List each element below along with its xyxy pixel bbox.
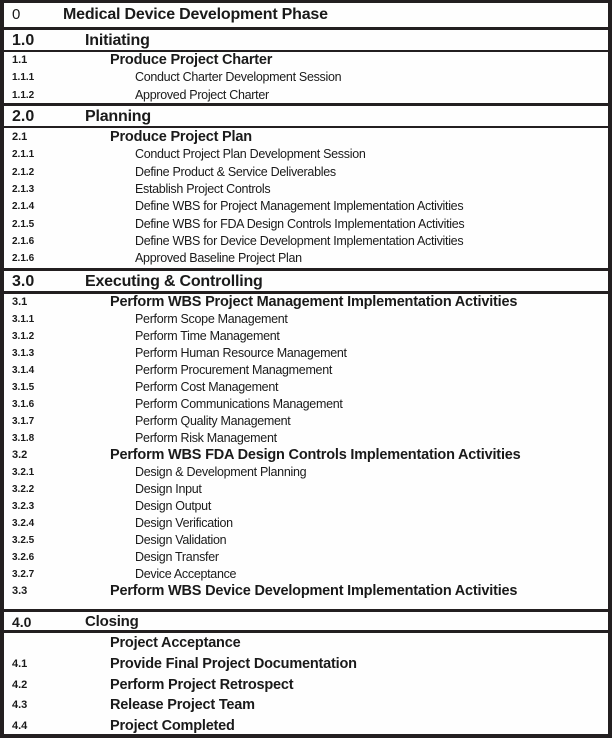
wbs-label: Perform Cost Management [135,380,279,394]
wbs-label: Define WBS for Project Management Implementation Activities [135,199,464,214]
wbs-label: Produce Project Charter [110,52,273,68]
wbs-number: 3.2.5 [12,535,35,546]
wbs-label: Perform WBS FDA Design Controls Implementation Activities [110,447,521,463]
wbs-subtask-row [4,532,608,549]
phase-number: 3.0 [12,273,35,290]
wbs-label: Define WBS for Device Development Implementation Activities [135,233,464,248]
phase-header-planning [4,106,608,126]
wbs-label: Project Acceptance [110,635,241,651]
phase-header-initiating [4,30,608,50]
phase-title: Closing [85,613,139,630]
wbs-label: Perform WBS Project Management Implementation Activities [110,294,518,310]
wbs-label: Perform Scope Management [135,312,288,326]
wbs-number: 3.1.7 [12,416,35,427]
wbs-number: 3.1.6 [12,399,35,410]
wbs-number: 3.1.2 [12,331,35,342]
wbs-label: Conduct Charter Development Session [135,70,342,85]
wbs-label: Design & Development Planning [135,465,307,479]
wbs-subtask-row [4,311,608,328]
wbs-number: 2.1.2 [12,166,35,178]
wbs-label: Design Output [135,499,212,513]
wbs-label: Design Input [135,482,202,496]
phase-title: Executing & Controlling [85,273,263,290]
phase-number: 4.0 [12,614,32,630]
wbs-number: 3.1.1 [12,314,35,325]
wbs-subtask-row [4,379,608,396]
wbs-subtask-row [4,87,608,104]
root-header [4,3,608,27]
wbs-subtask-row [4,430,608,447]
wbs-number: 3.3 [12,585,28,597]
wbs-label: Perform WBS Device Development Implementation Activities [110,583,518,599]
wbs-label: Establish Project Controls [135,181,271,196]
wbs-subtask-row [4,396,608,413]
wbs-label: Perform Quality Management [135,414,291,428]
phase-header-executing [4,271,608,291]
wbs-subtask-row [4,146,608,163]
wbs-number: 3.2 [12,449,28,461]
wbs-number: 3.2.7 [12,569,35,580]
wbs-task-row [4,129,608,146]
wbs-number: 3.1.8 [12,433,35,444]
wbs-task-row [4,695,608,716]
wbs-task-row [4,654,608,675]
wbs-subtask-row [4,233,608,250]
wbs-subtask-row [4,69,608,86]
wbs-label: Conduct Project Plan Development Session [135,147,366,162]
wbs-label: Perform Project Retrospect [110,676,294,693]
wbs-number: 2.1.6 [12,235,35,247]
wbs-task-row [4,52,608,69]
wbs-label: Design Validation [135,533,227,547]
wbs-label: Design Verification [135,516,233,530]
wbs-number: 3.2.3 [12,501,35,512]
wbs-number: 3.2.1 [12,467,35,478]
wbs-label: Produce Project Plan [110,129,252,145]
phase-number: 2.0 [12,108,35,125]
wbs-number: 1.1 [12,54,28,66]
wbs-number: 4.1 [12,657,28,670]
wbs-label: Perform Communications Management [135,397,343,411]
wbs-subtask-row [4,250,608,267]
wbs-subtask-row [4,198,608,215]
wbs-number: 4.2 [12,678,28,691]
wbs-task-row [4,633,608,654]
wbs-subtask-row [4,566,608,583]
wbs-number: 2.1.1 [12,149,35,161]
wbs-subtask-row [4,481,608,498]
wbs-label: Provide Final Project Documentation [110,655,357,672]
wbs-label: Perform Risk Management [135,431,277,445]
wbs-subtask-row [4,216,608,233]
phase-number: 1.0 [12,32,35,49]
wbs-subtask-row [4,362,608,379]
wbs-label: Release Project Team [110,697,255,714]
wbs-task-row [4,716,608,737]
wbs-label: Device Acceptance [135,567,237,581]
wbs-label: Perform Human Resource Management [135,346,347,360]
wbs-number: 3.1.5 [12,382,35,393]
wbs-number: 4.4 [12,720,28,733]
wbs-label: Design Transfer [135,550,219,564]
wbs-subtask-row [4,498,608,515]
wbs-label: Project Completed [110,718,235,735]
wbs-label: Define Product & Service Deliverables [135,164,336,179]
root-number: 0 [12,6,21,23]
wbs-number: 4.3 [12,699,28,712]
wbs-task-row [4,675,608,696]
phase-title: Initiating [85,32,150,49]
wbs-number: 1.1.1 [12,72,35,84]
wbs-subtask-row [4,328,608,345]
wbs-label: Approved Project Charter [135,87,269,102]
wbs-number: 3.2.6 [12,552,35,563]
wbs-label: Approved Baseline Project Plan [135,251,302,266]
wbs-subtask-row [4,181,608,198]
divider [4,126,608,128]
wbs-task-row [4,294,608,311]
wbs-label: Perform Time Management [135,329,280,343]
wbs-subtask-row [4,515,608,532]
wbs-number: 2.1.3 [12,183,35,195]
wbs-number: 1.1.2 [12,89,35,101]
wbs-task-row [4,447,608,464]
wbs-subtask-row [4,413,608,430]
wbs-number: 2.1.6 [12,253,35,265]
wbs-subtask-row [4,464,608,481]
wbs-number: 3.1.4 [12,365,35,376]
wbs-label: Define WBS for FDA Design Controls Implementation Activities [135,216,465,231]
wbs-subtask-row [4,164,608,181]
wbs-number: 3.1 [12,296,28,308]
wbs-task-row [4,583,608,600]
wbs-subtask-row [4,345,608,362]
root-title: Medical Device Development Phase [63,6,328,23]
wbs-number: 3.1.3 [12,348,35,359]
wbs-number: 2.1 [12,131,28,143]
phase-title: Planning [85,108,151,125]
wbs-number: 3.2.4 [12,518,35,529]
wbs-number: 2.1.4 [12,201,35,213]
wbs-label: Perform Procurement Managmement [135,363,333,377]
wbs-number: 2.1.5 [12,218,35,230]
wbs-subtask-row [4,549,608,566]
wbs-number: 3.2.2 [12,484,35,495]
phase-header-closing [4,612,608,630]
